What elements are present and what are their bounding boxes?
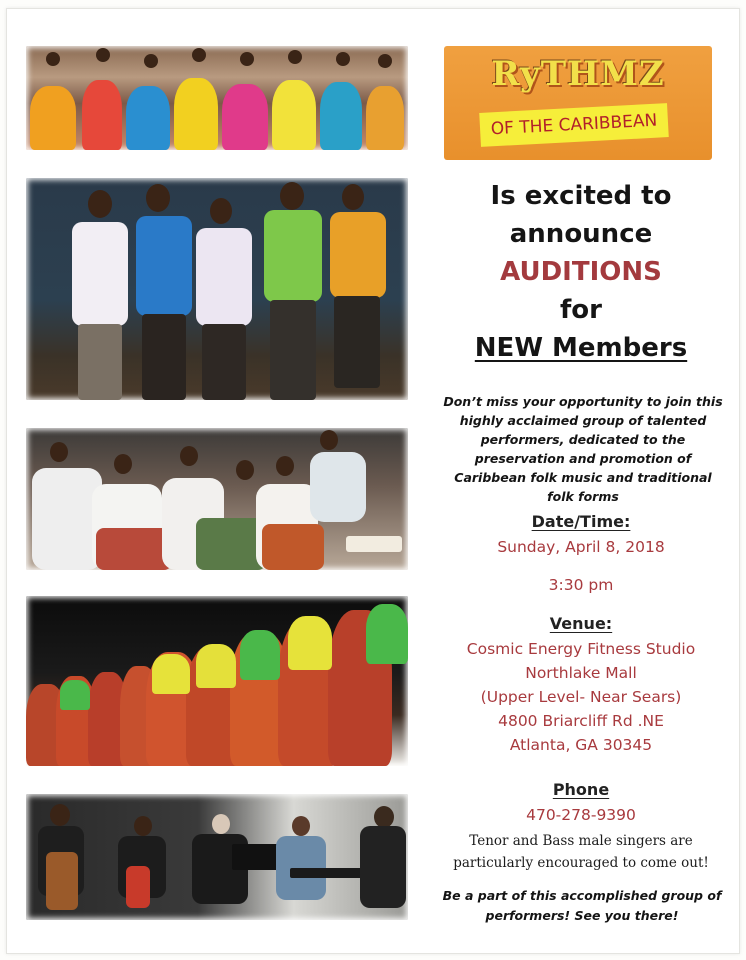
venue-section <box>436 614 726 757</box>
photo-musicians-drums-keyboard <box>26 794 408 920</box>
headline-line-1: Is excited to <box>490 181 672 211</box>
phone-number: 470-278-9390 <box>526 806 636 824</box>
description-paragraph: Don’t miss your opportunity to join this highly acclaimed group of talented performers, dedicated to the preservation and promotion of Caribbean folk music and traditional folk forms <box>443 394 723 504</box>
phone-label: Phone <box>552 780 610 799</box>
closing-line: Be a part of this accomplished group of performers! See you there! <box>442 888 722 923</box>
datetime-label: Date/Time: <box>531 512 631 531</box>
photo-female-dancers-madras <box>26 596 408 766</box>
event-date: Sunday, April 8, 2018 <box>497 538 665 556</box>
rythmz-logo <box>444 46 712 160</box>
venue-line-5: Atlanta, GA 30345 <box>509 736 653 754</box>
datetime-section <box>436 512 726 597</box>
headline-new-members: NEW Members <box>474 333 688 363</box>
singers-note: Tenor and Bass male singers are particularly encouraged to come out! <box>453 833 709 871</box>
logo-subtitle: OF THE CARIBBEAN <box>479 103 669 147</box>
photo-dancers-colorful-skirts <box>26 46 408 150</box>
venue-line-1: Cosmic Energy Fitness Studio <box>466 640 696 658</box>
venue-line-3: (Upper Level- Near Sears) <box>480 688 682 706</box>
phone-section <box>436 780 726 827</box>
venue-line-4: 4800 Briarcliff Rd .NE <box>498 712 664 730</box>
headline-for: for <box>560 295 602 325</box>
event-time: 3:30 pm <box>548 576 614 594</box>
venue-line-2: Northlake Mall <box>525 664 637 682</box>
headline <box>436 178 726 366</box>
venue-label: Venue: <box>549 614 613 633</box>
headline-line-2: announce <box>509 219 653 249</box>
photo-male-singers-dashikis <box>26 178 408 400</box>
headline-auditions: AUDITIONS <box>500 257 662 287</box>
logo-title: RyTHMZ <box>491 54 665 94</box>
photo-choir-seated <box>26 428 408 570</box>
